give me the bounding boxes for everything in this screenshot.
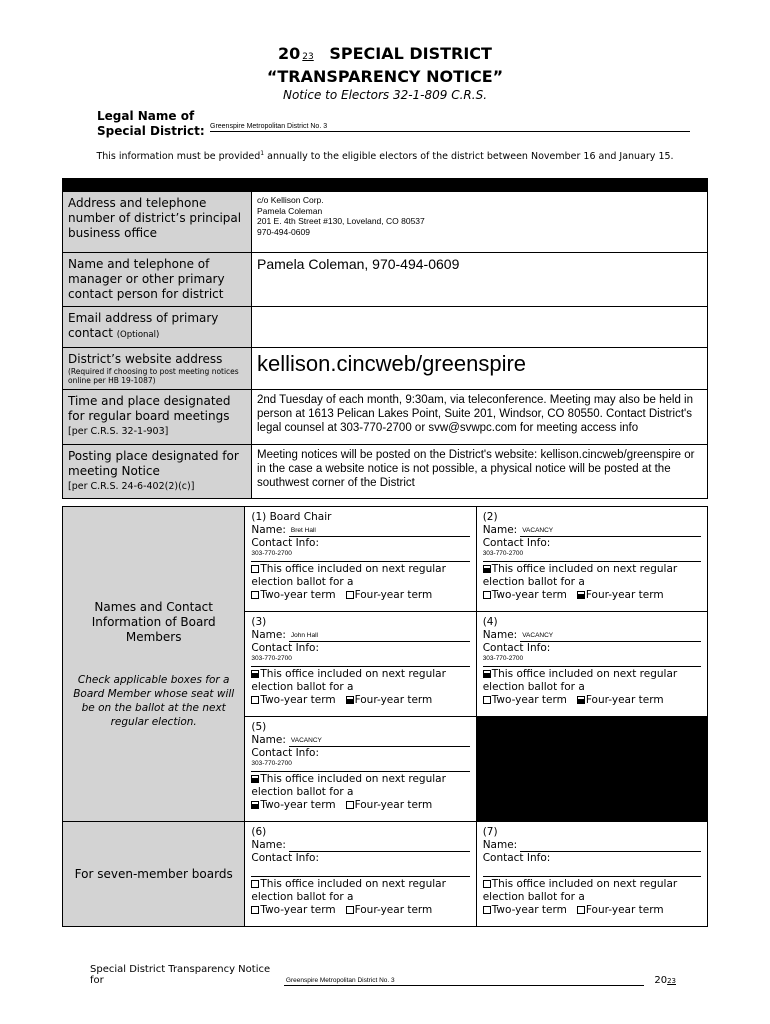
member-contact-field[interactable] — [251, 865, 469, 877]
ballot-row — [483, 668, 701, 681]
name-label: Name: — [251, 734, 286, 746]
member-name-field[interactable] — [289, 842, 470, 852]
four-year-label: Four-year term — [354, 589, 433, 601]
member-heading: (6) — [251, 826, 267, 838]
board-member-card — [476, 507, 707, 612]
member-heading: (3) — [251, 616, 267, 628]
board-members-table — [62, 506, 708, 927]
member-heading: (4) — [482, 616, 498, 628]
on-ballot-checkbox[interactable] — [251, 670, 259, 678]
website-label — [63, 348, 252, 390]
two-year-label: Two-year term — [260, 694, 336, 706]
contact-label: Contact Info: — [251, 642, 319, 654]
term-row — [251, 799, 469, 812]
two-year-checkbox[interactable] — [251, 801, 259, 809]
meetings-ref: [per C.R.S. 32-1-903] — [68, 426, 169, 437]
four-year-label: Four-year term — [354, 904, 433, 916]
manager-label: Name and telephone of manager or other primary contact person for district — [63, 253, 252, 307]
email-label-text: Email address of primary contact — [68, 311, 219, 340]
meetings-field[interactable]: 2nd Tuesday of each month, 9:30am, via teleconference. Meeting may also be held in person at 1613 Pelican Lakes Point, Suite 201, Windsor, CO 80550. Contact District's legal counsel at 303-770-2700 or svw@svwpc.com for meeting access info — [252, 390, 708, 445]
contact-label: Contact Info: — [482, 537, 551, 549]
intro-text — [0, 150, 770, 162]
document-subtitle: Notice to Electors 32-1-809 C.R.S. — [282, 88, 488, 102]
ballot-row — [251, 878, 469, 891]
board-member-card — [245, 612, 476, 717]
footer-district-field[interactable]: Greenspire Metropolitan District No. 3 — [284, 977, 644, 986]
two-year-label: Two-year term — [260, 589, 336, 601]
two-year-label: Two-year term — [260, 904, 336, 916]
intro-before: This information must be provided — [96, 151, 261, 163]
four-year-label: Four-year term — [354, 694, 433, 706]
member-name-row — [483, 839, 701, 852]
contact-label: Contact Info: — [482, 852, 551, 864]
term-row — [251, 694, 469, 707]
member-contact-field[interactable] — [483, 865, 701, 877]
seven-member-label — [63, 822, 245, 927]
four-year-label: Four-year term — [585, 589, 664, 601]
ballot-row — [251, 563, 469, 576]
contact-label: Contact Info: — [251, 852, 319, 864]
ballot-text-line2: election ballot for a — [251, 576, 354, 588]
four-year-checkbox[interactable] — [577, 696, 585, 704]
ballot-text-line2: election ballot for a — [251, 681, 354, 693]
ballot-row — [483, 878, 701, 891]
footer-year — [654, 975, 680, 986]
intro-footnote-marker: 1 — [260, 150, 265, 157]
two-year-label: Two-year term — [491, 694, 567, 706]
website-label-text: District’s website address — [68, 352, 223, 366]
document-title-line2: “TRANSPARENCY NOTICE” — [266, 67, 504, 86]
email-optional-note: (Optional) — [116, 330, 160, 340]
member-name-field[interactable]: VACANCY — [520, 632, 701, 642]
address-line: c/o Kellison Corp. — [257, 195, 324, 205]
legal-name-field[interactable]: Greenspire Metropolitan District No. 3 — [210, 123, 690, 132]
address-line: 970-494-0609 — [257, 226, 310, 237]
contact-label: Contact Info: — [251, 537, 319, 549]
four-year-checkbox[interactable] — [577, 906, 585, 914]
on-ballot-checkbox[interactable] — [483, 880, 491, 888]
posting-label — [63, 445, 252, 499]
ballot-text-line1: This office included on next regular — [491, 878, 678, 890]
address-row — [63, 192, 708, 253]
board-member-card — [476, 612, 707, 717]
name-label: Name: — [251, 629, 286, 641]
board-member-card — [476, 822, 707, 927]
member-contact-field[interactable]: 303-770-2700 — [483, 550, 701, 562]
name-label: Name: — [251, 839, 286, 851]
title-year-fill[interactable]: 23 — [302, 52, 314, 62]
ballot-text-line1: This office included on next regular — [491, 668, 678, 680]
manager-row — [63, 253, 708, 307]
ballot-text-line1: This office included on next regular — [260, 773, 446, 785]
meetings-row — [63, 390, 708, 445]
ballot-row — [483, 563, 701, 576]
ballot-text-line1: This office included on next regular — [491, 563, 678, 575]
four-year-label: Four-year term — [354, 799, 433, 811]
info-header-bar — [63, 179, 708, 192]
ballot-text-line2: election ballot for a — [482, 681, 585, 693]
legal-name-label-line1: Legal Name of — [97, 109, 195, 123]
name-label: Name: — [482, 629, 518, 641]
member-name-row — [483, 524, 701, 537]
footer — [90, 964, 680, 986]
member-contact-field[interactable]: 303-770-2700 — [251, 655, 469, 667]
meetings-label-text: Time and place designated for regular board meetings — [68, 394, 231, 423]
board-member-card — [245, 507, 476, 612]
two-year-checkbox[interactable] — [483, 591, 491, 599]
ballot-text-line2: election ballot for a — [482, 891, 585, 903]
member-heading: (5) — [251, 721, 267, 733]
four-year-label: Four-year term — [585, 694, 664, 706]
name-label: Name: — [251, 524, 286, 536]
posting-row — [63, 445, 708, 499]
on-ballot-checkbox[interactable] — [251, 565, 259, 573]
ballot-text-line1: This office included on next regular — [260, 563, 446, 575]
district-info-table — [62, 178, 708, 499]
title-suffix: SPECIAL DISTRICT — [329, 44, 492, 63]
intro-after: annually to the eligible electors of the district between November 16 and January 15. — [264, 151, 674, 163]
title-year-prefix: 20 — [278, 44, 301, 63]
term-row — [483, 694, 701, 707]
member-heading: (1) Board Chair — [251, 511, 332, 523]
footer-year-fill[interactable]: 23 — [667, 977, 676, 985]
contact-label: Contact Info: — [482, 642, 551, 654]
posting-field[interactable]: Meeting notices will be posted on the District's website: kellison.cincweb/greenspire or in the case a website notice is not possible, a physical notice will be posted at the southwest corner of the District — [252, 445, 708, 499]
member-contact-field[interactable]: 303-770-2700 — [251, 760, 469, 772]
two-year-checkbox[interactable] — [251, 906, 259, 914]
member-heading: (7) — [482, 826, 498, 838]
four-year-checkbox[interactable] — [577, 591, 585, 599]
member-name-field[interactable]: John Hall — [289, 632, 470, 642]
address-field[interactable] — [252, 192, 708, 253]
member-name-row — [251, 524, 469, 537]
board-member-card — [245, 822, 476, 927]
term-row — [483, 904, 701, 917]
member-name-field[interactable]: VACANCY — [289, 737, 470, 747]
four-year-checkbox[interactable] — [346, 591, 354, 599]
posting-label-text: Posting place designated for meeting Notice — [68, 449, 239, 478]
member-heading: (2) — [482, 511, 498, 523]
website-row — [63, 348, 708, 390]
two-year-label: Two-year term — [260, 799, 336, 811]
legal-name-label — [97, 109, 205, 139]
member-name-row — [251, 839, 469, 852]
ballot-text-line2: election ballot for a — [251, 786, 354, 798]
member-name-field[interactable] — [520, 842, 701, 852]
board-section-label — [63, 507, 245, 822]
seven-member-text: For seven-member boards — [74, 867, 233, 881]
ballot-text-line2: election ballot for a — [251, 891, 354, 903]
term-row — [251, 904, 469, 917]
ballot-text-line2: election ballot for a — [482, 576, 585, 588]
on-ballot-checkbox[interactable] — [251, 880, 259, 888]
member-contact-field[interactable]: 303-770-2700 — [251, 550, 469, 562]
two-year-label: Two-year term — [491, 904, 567, 916]
footer-label: Special District Transparency Notice for — [90, 964, 271, 986]
two-year-checkbox[interactable] — [483, 906, 491, 914]
ballot-row — [251, 668, 469, 681]
posting-ref: [per C.R.S. 24-6-402(2)(c)] — [68, 481, 195, 492]
contact-label: Contact Info: — [251, 747, 319, 759]
name-label: Name: — [482, 524, 518, 536]
on-ballot-checkbox[interactable] — [483, 565, 491, 573]
board-instructions: Check applicable boxes for a Board Member whose seat will be on the ballot at the next regular election. — [73, 673, 235, 728]
address-label: Address and telephone number of district’s principal business office — [63, 192, 252, 253]
two-year-checkbox[interactable] — [251, 591, 259, 599]
term-row — [483, 589, 701, 602]
member-name-row — [483, 629, 701, 642]
legal-name-label-line2: Special District: — [97, 124, 205, 138]
four-year-checkbox[interactable] — [346, 906, 354, 914]
ballot-row — [251, 773, 469, 786]
email-label — [63, 307, 252, 348]
member-name-row — [251, 629, 469, 642]
meetings-label — [63, 390, 252, 445]
blacked-out-cell — [476, 717, 707, 822]
four-year-checkbox[interactable] — [346, 801, 354, 809]
ballot-text-line1: This office included on next regular — [260, 878, 446, 890]
four-year-label: Four-year term — [585, 904, 664, 916]
on-ballot-checkbox[interactable] — [251, 775, 259, 783]
name-label: Name: — [482, 839, 518, 851]
address-line: 201 E. 4th Street #130, Loveland, CO 80537 — [257, 216, 425, 226]
address-line: Pamela Coleman — [257, 205, 323, 216]
email-row — [63, 307, 708, 348]
four-year-checkbox[interactable] — [346, 696, 354, 704]
footer-year-prefix: 20 — [654, 975, 668, 986]
website-field[interactable]: kellison.cincweb/greenspire — [252, 348, 708, 390]
two-year-label: Two-year term — [491, 589, 567, 601]
two-year-checkbox[interactable] — [483, 696, 491, 704]
website-note: (Required if choosing to post meeting notices online per HB 19-1087) — [68, 367, 239, 385]
on-ballot-checkbox[interactable] — [483, 670, 491, 678]
member-name-field[interactable]: Bret Hall — [289, 527, 470, 537]
board-member-card — [245, 717, 476, 822]
board-section-title: Names and Contact Information of Board Members — [91, 599, 216, 644]
ballot-text-line1: This office included on next regular — [260, 668, 446, 680]
email-field[interactable] — [252, 307, 708, 348]
member-name-field[interactable]: VACANCY — [520, 527, 701, 537]
member-contact-field[interactable]: 303-770-2700 — [483, 655, 701, 667]
manager-field[interactable]: Pamela Coleman, 970-494-0609 — [252, 253, 708, 307]
term-row — [251, 589, 469, 602]
two-year-checkbox[interactable] — [251, 696, 259, 704]
member-name-row — [251, 734, 469, 747]
document-title — [0, 44, 770, 63]
